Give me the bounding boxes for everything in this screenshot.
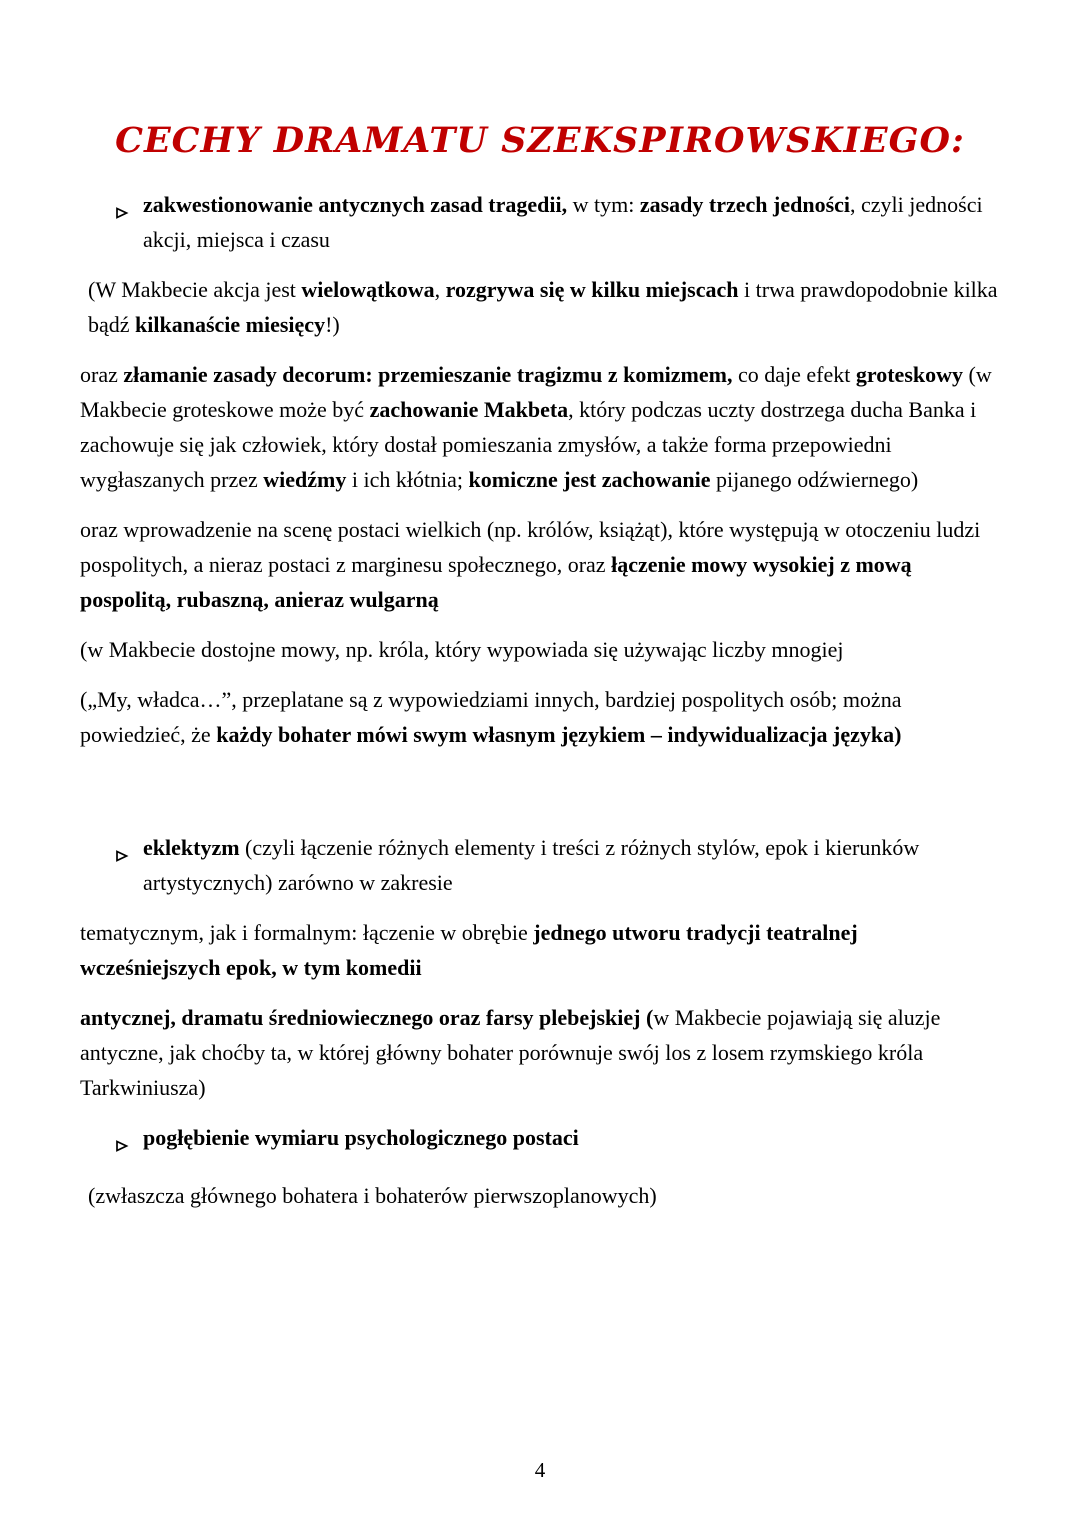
paragraph <box>80 1000 1000 1105</box>
text-run: (czyli łączenie różnych elementy i treści z różnych stylów, epok i kierunków artystycznych) zarówno w zakresie <box>143 835 920 895</box>
bullet-text <box>143 1120 1000 1163</box>
paragraph <box>80 682 1000 752</box>
document-title: CECHY DRAMATU SZEKSPIROWSKIEGO: <box>115 120 965 161</box>
text-run: (w Makbecie groteskowe może być <box>80 362 992 422</box>
bullet-text <box>143 187 1000 257</box>
text-run: oraz <box>80 362 124 387</box>
text-run: , czyli jedności akcji, miejsca i czasu <box>143 192 983 252</box>
text-run: co daje efekt <box>732 362 856 387</box>
bold-text-run: zachowanie Makbeta <box>369 397 569 422</box>
text-run: tematycznym, jak i formalnym: łączenie w obrębie <box>80 920 534 945</box>
text-run: w Makbecie pojawiają się aluzje antyczne, jak choćby ta, w której główny bohater porównuje swój los z losem rzymskiego króla Tarkwiniusza) <box>80 1005 941 1100</box>
paragraph <box>80 632 1000 667</box>
arrow-bullet-icon <box>115 830 143 900</box>
page-number: 4 <box>534 1458 546 1482</box>
text-run: i ich kłótnia; <box>346 467 469 492</box>
text-run: i trwa prawdopodobnie kilka bądź <box>88 277 998 337</box>
bold-text-run: pogłębienie wymiaru psychologicznego postaci <box>143 1125 579 1150</box>
paragraph <box>80 512 1000 617</box>
text-run: !) <box>325 312 340 337</box>
bullet-item <box>115 830 1000 900</box>
text-run: (W Makbecie akcja jest <box>88 277 302 302</box>
bold-text-run: wielowątkowa <box>301 277 435 302</box>
bold-text-run: komiczne jest zachowanie <box>468 467 711 492</box>
bold-text-run: antycznej, dramatu średniowiecznego oraz farsy plebejskiej ( <box>80 1005 654 1030</box>
arrow-bullet-icon <box>115 1120 143 1163</box>
bold-text-run: eklektyzm <box>143 835 240 860</box>
bold-text-run: zakwestionowanie antycznych zasad tragedii, <box>143 192 568 217</box>
bold-text-run: kilkanaście miesięcy <box>135 312 326 337</box>
bold-text-run: łączenie mowy wysokiej z mową pospolitą, rubaszną, anieraz wulgarną <box>80 552 912 612</box>
bullet-text <box>143 830 1000 900</box>
text-run: („My, władca…”, przeplatane są z wypowiedziami innych, bardziej pospolitych osób; można powiedzieć, że <box>80 687 902 747</box>
paragraph <box>80 1178 1000 1213</box>
bold-text-run: złamanie zasady decorum: przemieszanie tragizmu z komizmem, <box>123 362 733 387</box>
text-run: pijanego odźwiernego) <box>710 467 919 492</box>
bold-text-run: groteskowy <box>855 362 964 387</box>
bold-text-run: zasady trzech jedności <box>639 192 851 217</box>
bold-text-run: każdy bohater mówi swym własnym językiem – indywidualizacja języka) <box>216 722 902 747</box>
text-run: , który podczas uczty dostrzega ducha Banka i zachowuje się jak człowiek, który dostał pomieszania zmysłów, a także forma przepowiedni wygłaszanych przez <box>80 397 977 492</box>
text-run: w tym: <box>567 192 640 217</box>
arrow-bullet-icon <box>115 187 143 257</box>
bullet-item <box>115 187 1000 257</box>
text-run: (w Makbecie dostojne mowy, np. króla, który wypowiada się używając liczby mnogiej <box>80 637 844 662</box>
paragraph <box>80 272 1000 342</box>
bullet-item <box>115 1120 1000 1163</box>
paragraph <box>80 915 1000 985</box>
text-run: (zwłaszcza głównego bohatera i bohaterów pierwszoplanowych) <box>88 1183 657 1208</box>
document-body <box>80 187 1000 1213</box>
paragraph <box>80 357 1000 497</box>
text-run: , <box>434 277 446 302</box>
bold-text-run: rozgrywa się w kilku miejscach <box>445 277 739 302</box>
text-run: oraz wprowadzenie na scenę postaci wielkich (np. królów, książąt), które występują w otoczeniu ludzi pospolitych, a nieraz postaci z marginesu społecznego, oraz <box>80 517 981 577</box>
bold-text-run: wiedźmy <box>263 467 347 492</box>
bold-text-run: jednego utworu tradycji teatralnej wcześniejszych epok, w tym komedii <box>80 920 858 980</box>
